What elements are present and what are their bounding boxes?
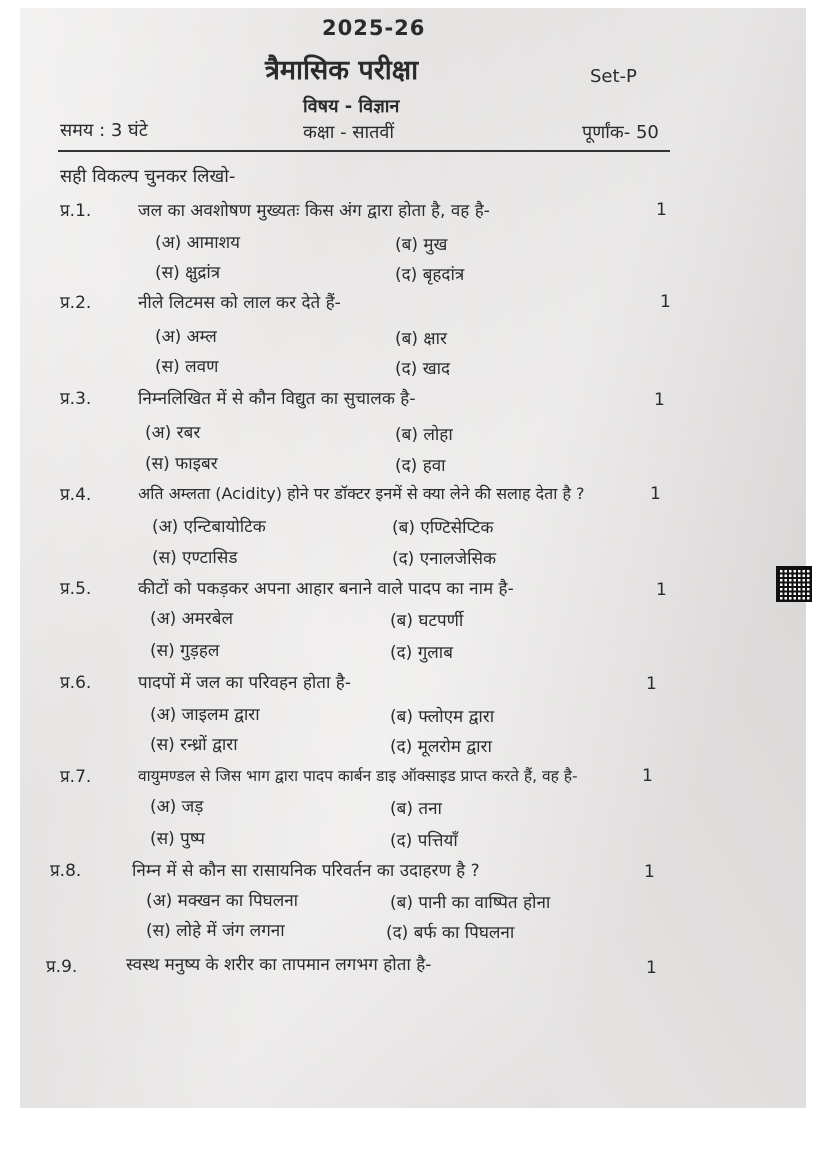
option-d: (द) मूलरोम द्वारा bbox=[390, 737, 492, 757]
option-d: (द) गुलाब bbox=[390, 643, 453, 663]
option-b: (ब) एण्टिसेप्टिक bbox=[392, 518, 494, 538]
question-marks: 1 bbox=[642, 766, 653, 786]
question-text: निम्नलिखित में से कौन विद्युत का सुचालक है- bbox=[138, 389, 416, 409]
option-d: (द) बर्फ का पिघलना bbox=[386, 923, 515, 943]
option-a: (अ) जाइलम द्वारा bbox=[150, 705, 260, 725]
option-b: (ब) पानी का वाष्पित होना bbox=[390, 893, 551, 913]
question-text: पादपों में जल का परिवहन होता है- bbox=[138, 673, 351, 693]
question-marks: 1 bbox=[644, 862, 655, 882]
option-b: (ब) मुख bbox=[395, 235, 448, 255]
question-marks: 1 bbox=[660, 292, 671, 312]
question-text: कीटों को पकड़कर अपना आहार बनाने वाले पादप का नाम है- bbox=[138, 579, 514, 599]
exam-year: 2025-26 bbox=[322, 16, 426, 40]
option-a: (अ) आमाशय bbox=[155, 233, 241, 253]
option-a: (अ) मक्खन का पिघलना bbox=[146, 891, 299, 911]
question-number: प्र.8. bbox=[50, 861, 82, 881]
question-marks: 1 bbox=[654, 390, 665, 410]
instruction-text: सही विकल्प चुनकर लिखो- bbox=[60, 166, 236, 187]
question-text: निम्न में से कौन सा रासायनिक परिवर्तन का उदाहरण है ? bbox=[132, 861, 480, 881]
option-d: (द) खाद bbox=[395, 359, 451, 379]
question-marks: 1 bbox=[650, 484, 661, 504]
option-d: (द) पत्तियाँ bbox=[390, 831, 458, 851]
header-divider bbox=[58, 150, 670, 152]
question-number: प्र.4. bbox=[60, 485, 92, 505]
option-d: (द) एनालजेसिक bbox=[392, 549, 497, 569]
question-text: अति अम्लता (Acidity) होने पर डॉक्टर इनमें से क्या लेने की सलाह देता है ? bbox=[138, 484, 585, 503]
question-number: प्र.2. bbox=[60, 293, 92, 313]
paper-set: Set-P bbox=[590, 66, 637, 87]
question-number: प्र.1. bbox=[60, 201, 92, 221]
option-c: (स) रन्ध्रों द्वारा bbox=[150, 735, 238, 755]
option-d: (द) हवा bbox=[395, 456, 446, 476]
question-number: प्र.9. bbox=[46, 957, 78, 977]
option-c: (स) फाइबर bbox=[145, 454, 218, 474]
option-a: (अ) जड़ bbox=[150, 797, 204, 817]
question-number: प्र.3. bbox=[60, 389, 92, 409]
option-c: (स) पुष्प bbox=[150, 829, 205, 849]
option-c: (स) लवण bbox=[155, 357, 219, 377]
option-c: (स) क्षुद्रांत्र bbox=[155, 263, 221, 283]
option-c: (स) लोहे में जंग लगना bbox=[146, 921, 285, 941]
question-marks: 1 bbox=[646, 958, 657, 978]
question-marks: 1 bbox=[646, 674, 657, 694]
question-text: स्वस्थ मनुष्य के शरीर का तापमान लगभग होता है- bbox=[126, 955, 432, 975]
question-number: प्र.7. bbox=[60, 767, 92, 787]
question-number: प्र.5. bbox=[60, 579, 92, 599]
exam-title: त्रैमासिक परीक्षा bbox=[265, 55, 419, 86]
option-b: (ब) तना bbox=[390, 799, 442, 819]
total-marks: पूर्णांक- 50 bbox=[582, 122, 659, 143]
question-number: प्र.6. bbox=[60, 673, 92, 693]
option-b: (ब) क्षार bbox=[395, 329, 447, 349]
option-b: (ब) फ्लोएम द्वारा bbox=[390, 707, 495, 727]
time-allowed: समय : 3 घंटे bbox=[60, 120, 148, 141]
class-label: कक्षा - सातवीं bbox=[303, 122, 395, 143]
question-text: नीले लिटमस को लाल कर देते हैं- bbox=[138, 293, 341, 313]
option-b: (ब) घटपर्णी bbox=[390, 611, 464, 631]
question-text: वायुमण्डल से जिस भाग द्वारा पादप कार्बन डाइ ऑक्साइड प्राप्त करते हैं, वह है- bbox=[138, 767, 578, 785]
option-c: (स) गुड़हल bbox=[150, 641, 220, 661]
option-a: (अ) रबर bbox=[145, 423, 201, 443]
subject-label: विषय - विज्ञान bbox=[303, 96, 400, 117]
option-b: (ब) लोहा bbox=[395, 425, 453, 445]
option-a: (अ) अमरबेल bbox=[150, 609, 233, 629]
option-c: (स) एण्टासिड bbox=[152, 548, 238, 568]
question-marks: 1 bbox=[656, 580, 667, 600]
exam-paper-sheet bbox=[20, 8, 806, 1108]
option-a: (अ) एन्टिबायोटिक bbox=[152, 517, 266, 537]
option-d: (द) बृहदांत्र bbox=[395, 265, 465, 285]
question-marks: 1 bbox=[656, 200, 667, 220]
question-text: जल का अवशोषण मुख्यतः किस अंग द्वारा होता है, वह है- bbox=[138, 201, 490, 221]
qr-code-icon bbox=[776, 566, 812, 602]
option-a: (अ) अम्ल bbox=[155, 327, 217, 347]
